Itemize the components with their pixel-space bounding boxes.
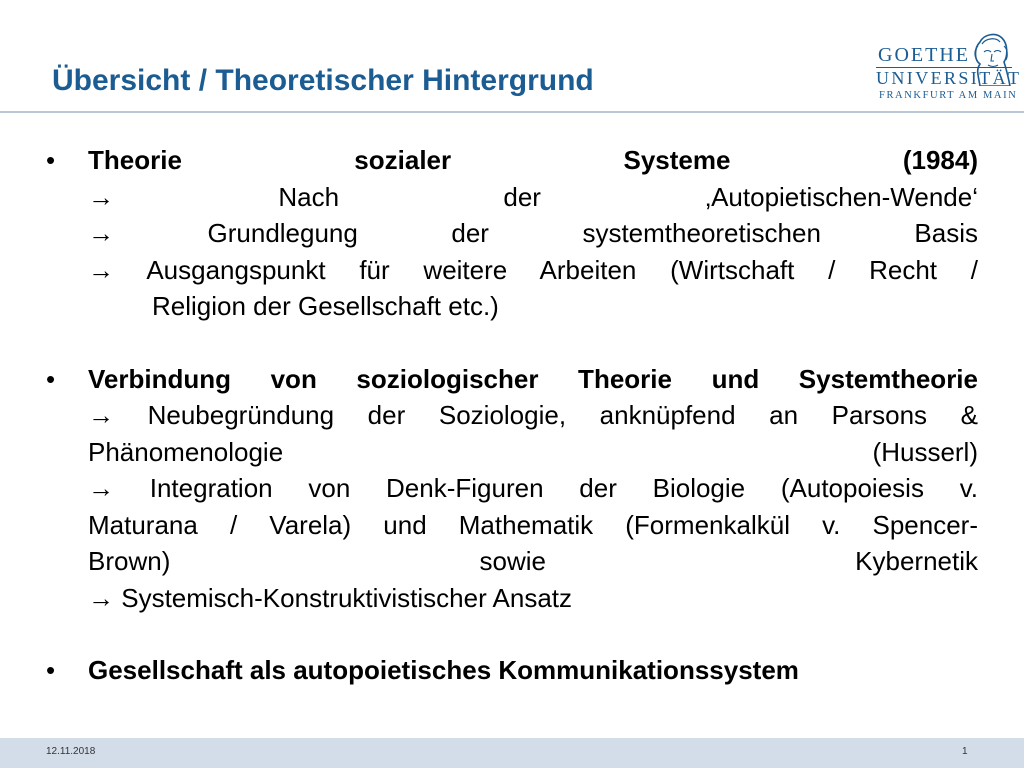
bullet-marker: • (46, 363, 56, 394)
bullet-line: Phänomenologie (Husserl) (88, 436, 978, 467)
bullet-line: Theorie sozialer Systeme (1984) (88, 145, 978, 175)
bullet-item (46, 142, 978, 325)
bullet-line: → Grundlegung der systemtheoretischen Basis (88, 218, 978, 248)
footer-date: 12.11.2018 (46, 746, 96, 757)
logo-universitaet: UNIVERSITÄT (876, 68, 1022, 88)
bullet-item (46, 652, 978, 689)
university-logo (868, 30, 1022, 102)
bullet-item (46, 361, 978, 617)
bullet-line: Brown) sowie Kybernetik (88, 546, 978, 576)
bullet-gap (46, 616, 978, 652)
bullet-line: → Neubegründung der Soziologie, anknüpfend an Parsons & (88, 400, 978, 430)
bullet-marker: • (46, 145, 56, 175)
bullet-list (46, 142, 978, 689)
title-divider (0, 111, 1024, 113)
bullet-line: Maturana / Varela) und Mathematik (Formenkalkül v. Spencer- (88, 509, 978, 540)
bullet-line: Verbindung von soziologischer Theorie und Systemtheorie (88, 363, 978, 394)
bullet-marker: • (46, 655, 56, 685)
logo-goethe: GOETHE (878, 44, 970, 66)
logo-frankfurt: FRANKFURT AM MAIN (879, 90, 1018, 101)
bullet-line: Religion der Gesellschaft etc.) (152, 291, 499, 321)
bullet-line: → Systemisch-Konstruktivistischer Ansatz (88, 582, 573, 613)
bullet-gap (46, 325, 978, 361)
bullet-line: → Integration von Denk-Figuren der Biologie (Autopoiesis v. (88, 473, 978, 503)
page-number: 1 (962, 746, 968, 757)
footer-bar (0, 738, 1024, 768)
slide-title: Übersicht / Theoretischer Hintergrund (52, 64, 594, 97)
bullet-line: → Ausgangspunkt für weitere Arbeiten (Wirtschaft / Recht / (88, 254, 978, 285)
bullet-line: Gesellschaft als autopoietisches Kommunikationssystem (88, 655, 799, 685)
bullet-line: → Nach der ‚Autopietischen-Wende‘ (88, 181, 978, 212)
